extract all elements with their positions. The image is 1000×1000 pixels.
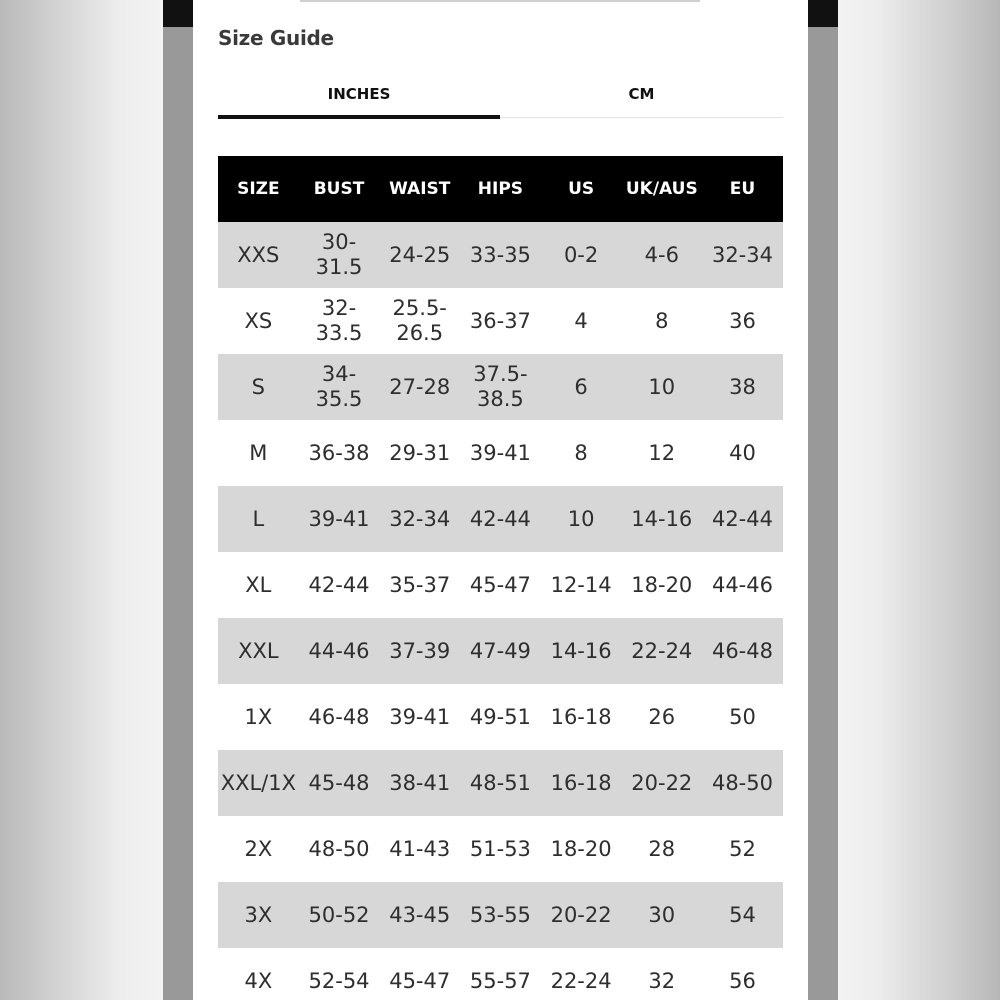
active-tab-indicator [218, 115, 500, 119]
table-cell: 39-41 [308, 506, 370, 531]
table-cell: 34- 35.5 [315, 362, 363, 411]
table-cell: 42-44 [469, 506, 531, 531]
table-cell: 14-16 [631, 506, 693, 531]
table-cell: 42-44 [711, 506, 773, 531]
table-cell: 20-22 [631, 770, 693, 795]
table-cell: 32-34 [711, 242, 773, 267]
table-row [218, 750, 783, 816]
table-cell: 18-20 [550, 836, 612, 861]
header-cell: HIPS [477, 178, 524, 199]
table-cell: 18-20 [631, 572, 693, 597]
table-cell: 29-31 [389, 440, 451, 465]
table-cell: 8 [574, 440, 588, 465]
table-cell: XXS [237, 242, 280, 267]
table-cell: XS [244, 308, 273, 333]
table-row [218, 222, 783, 288]
table-cell: 10 [648, 374, 676, 399]
table-row [218, 948, 783, 1000]
table-cell: 30 [648, 902, 676, 927]
table-cell: 36-38 [308, 440, 370, 465]
table-cell: XL [245, 572, 272, 597]
table-cell: 46-48 [308, 704, 370, 729]
table-cell: 3X [244, 902, 273, 927]
table-cell: 48-51 [469, 770, 531, 795]
table-cell: XXL [238, 638, 279, 663]
table-cell: 12 [648, 440, 676, 465]
table-cell: 54 [729, 902, 756, 927]
table-cell: L [252, 506, 265, 531]
table-cell: 48-50 [308, 836, 370, 861]
table-cell: 28 [648, 836, 676, 861]
header-cell: EU [729, 178, 756, 199]
table-cell: 48-50 [711, 770, 773, 795]
table-cell: 43-45 [389, 902, 451, 927]
table-cell: 4 [574, 308, 588, 333]
table-cell: 22-24 [631, 638, 693, 663]
table-row [218, 420, 783, 486]
table-cell: 40 [729, 440, 756, 465]
header-cell: US [568, 178, 595, 199]
table-cell: 4-6 [644, 242, 679, 267]
table-cell: 12-14 [550, 572, 612, 597]
tab-cm[interactable]: CM [628, 85, 655, 103]
table-cell: 45-47 [469, 572, 531, 597]
table-cell: 4X [244, 968, 273, 993]
table-cell: 8 [655, 308, 669, 333]
table-cell: S [251, 374, 266, 399]
table-cell: 55-57 [469, 968, 531, 993]
table-cell: 45-47 [389, 968, 451, 993]
unit-tabs [218, 70, 783, 120]
table-cell: 14-16 [550, 638, 612, 663]
size-table [218, 156, 783, 1000]
table-cell: 52 [729, 836, 756, 861]
table-cell: 52-54 [308, 968, 370, 993]
table-row [218, 486, 783, 552]
table-row [218, 618, 783, 684]
table-cell: 42-44 [308, 572, 370, 597]
table-cell: 16-18 [550, 704, 612, 729]
table-header-row [218, 156, 783, 222]
table-cell: 39-41 [389, 704, 451, 729]
header-cell: SIZE [237, 178, 280, 199]
table-cell: XXL/1X [220, 770, 296, 795]
table-cell: 25.5- 26.5 [392, 296, 447, 345]
table-cell: 6 [574, 374, 588, 399]
table-cell: 24-25 [389, 242, 451, 267]
table-cell: 32 [648, 968, 676, 993]
table-cell: 20-22 [550, 902, 612, 927]
table-cell: 37.5- 38.5 [473, 362, 528, 411]
table-row [218, 816, 783, 882]
table-cell: 47-49 [469, 638, 531, 663]
table-cell: 27-28 [389, 374, 451, 399]
top-bar-right [808, 0, 838, 27]
table-cell: 38 [729, 374, 756, 399]
top-bar-left [163, 0, 193, 27]
table-cell: 44-46 [308, 638, 370, 663]
table-cell: 46-48 [711, 638, 773, 663]
table-cell: 37-39 [389, 638, 451, 663]
table-body [218, 222, 783, 1000]
table-row [218, 354, 783, 420]
header-cell: UK/AUS [625, 178, 698, 199]
table-cell: 10 [567, 506, 595, 531]
table-cell: 32-34 [389, 506, 451, 531]
table-cell: 36-37 [469, 308, 531, 333]
table-cell: 50 [729, 704, 756, 729]
table-cell: 26 [648, 704, 676, 729]
table-row [218, 288, 783, 354]
header-cell: BUST [313, 178, 365, 199]
table-row [218, 684, 783, 750]
table-cell: M [249, 440, 268, 465]
table-cell: 35-37 [389, 572, 451, 597]
header-cell: WAIST [389, 178, 451, 199]
table-cell: 30- 31.5 [315, 230, 363, 279]
page-title: Size Guide [218, 26, 334, 50]
table-cell: 44-46 [711, 572, 773, 597]
table-cell: 39-41 [469, 440, 531, 465]
table-row [218, 882, 783, 948]
table-cell: 49-51 [469, 704, 531, 729]
table-cell: 56 [729, 968, 756, 993]
table-cell: 1X [244, 704, 273, 729]
table-cell: 36 [729, 308, 756, 333]
tab-inches[interactable]: INCHES [327, 85, 391, 103]
table-cell: 50-52 [308, 902, 370, 927]
table-cell: 41-43 [389, 836, 451, 861]
sheet-handle[interactable] [300, 0, 700, 2]
table-cell: 45-48 [308, 770, 370, 795]
table-cell: 33-35 [469, 242, 531, 267]
table-cell: 16-18 [550, 770, 612, 795]
table-cell: 2X [244, 836, 273, 861]
table-cell: 32- 33.5 [315, 296, 363, 345]
table-cell: 38-41 [389, 770, 451, 795]
table-row [218, 552, 783, 618]
table-cell: 22-24 [550, 968, 612, 993]
table-cell: 0-2 [563, 242, 599, 267]
table-cell: 53-55 [469, 902, 531, 927]
table-cell: 51-53 [469, 836, 531, 861]
